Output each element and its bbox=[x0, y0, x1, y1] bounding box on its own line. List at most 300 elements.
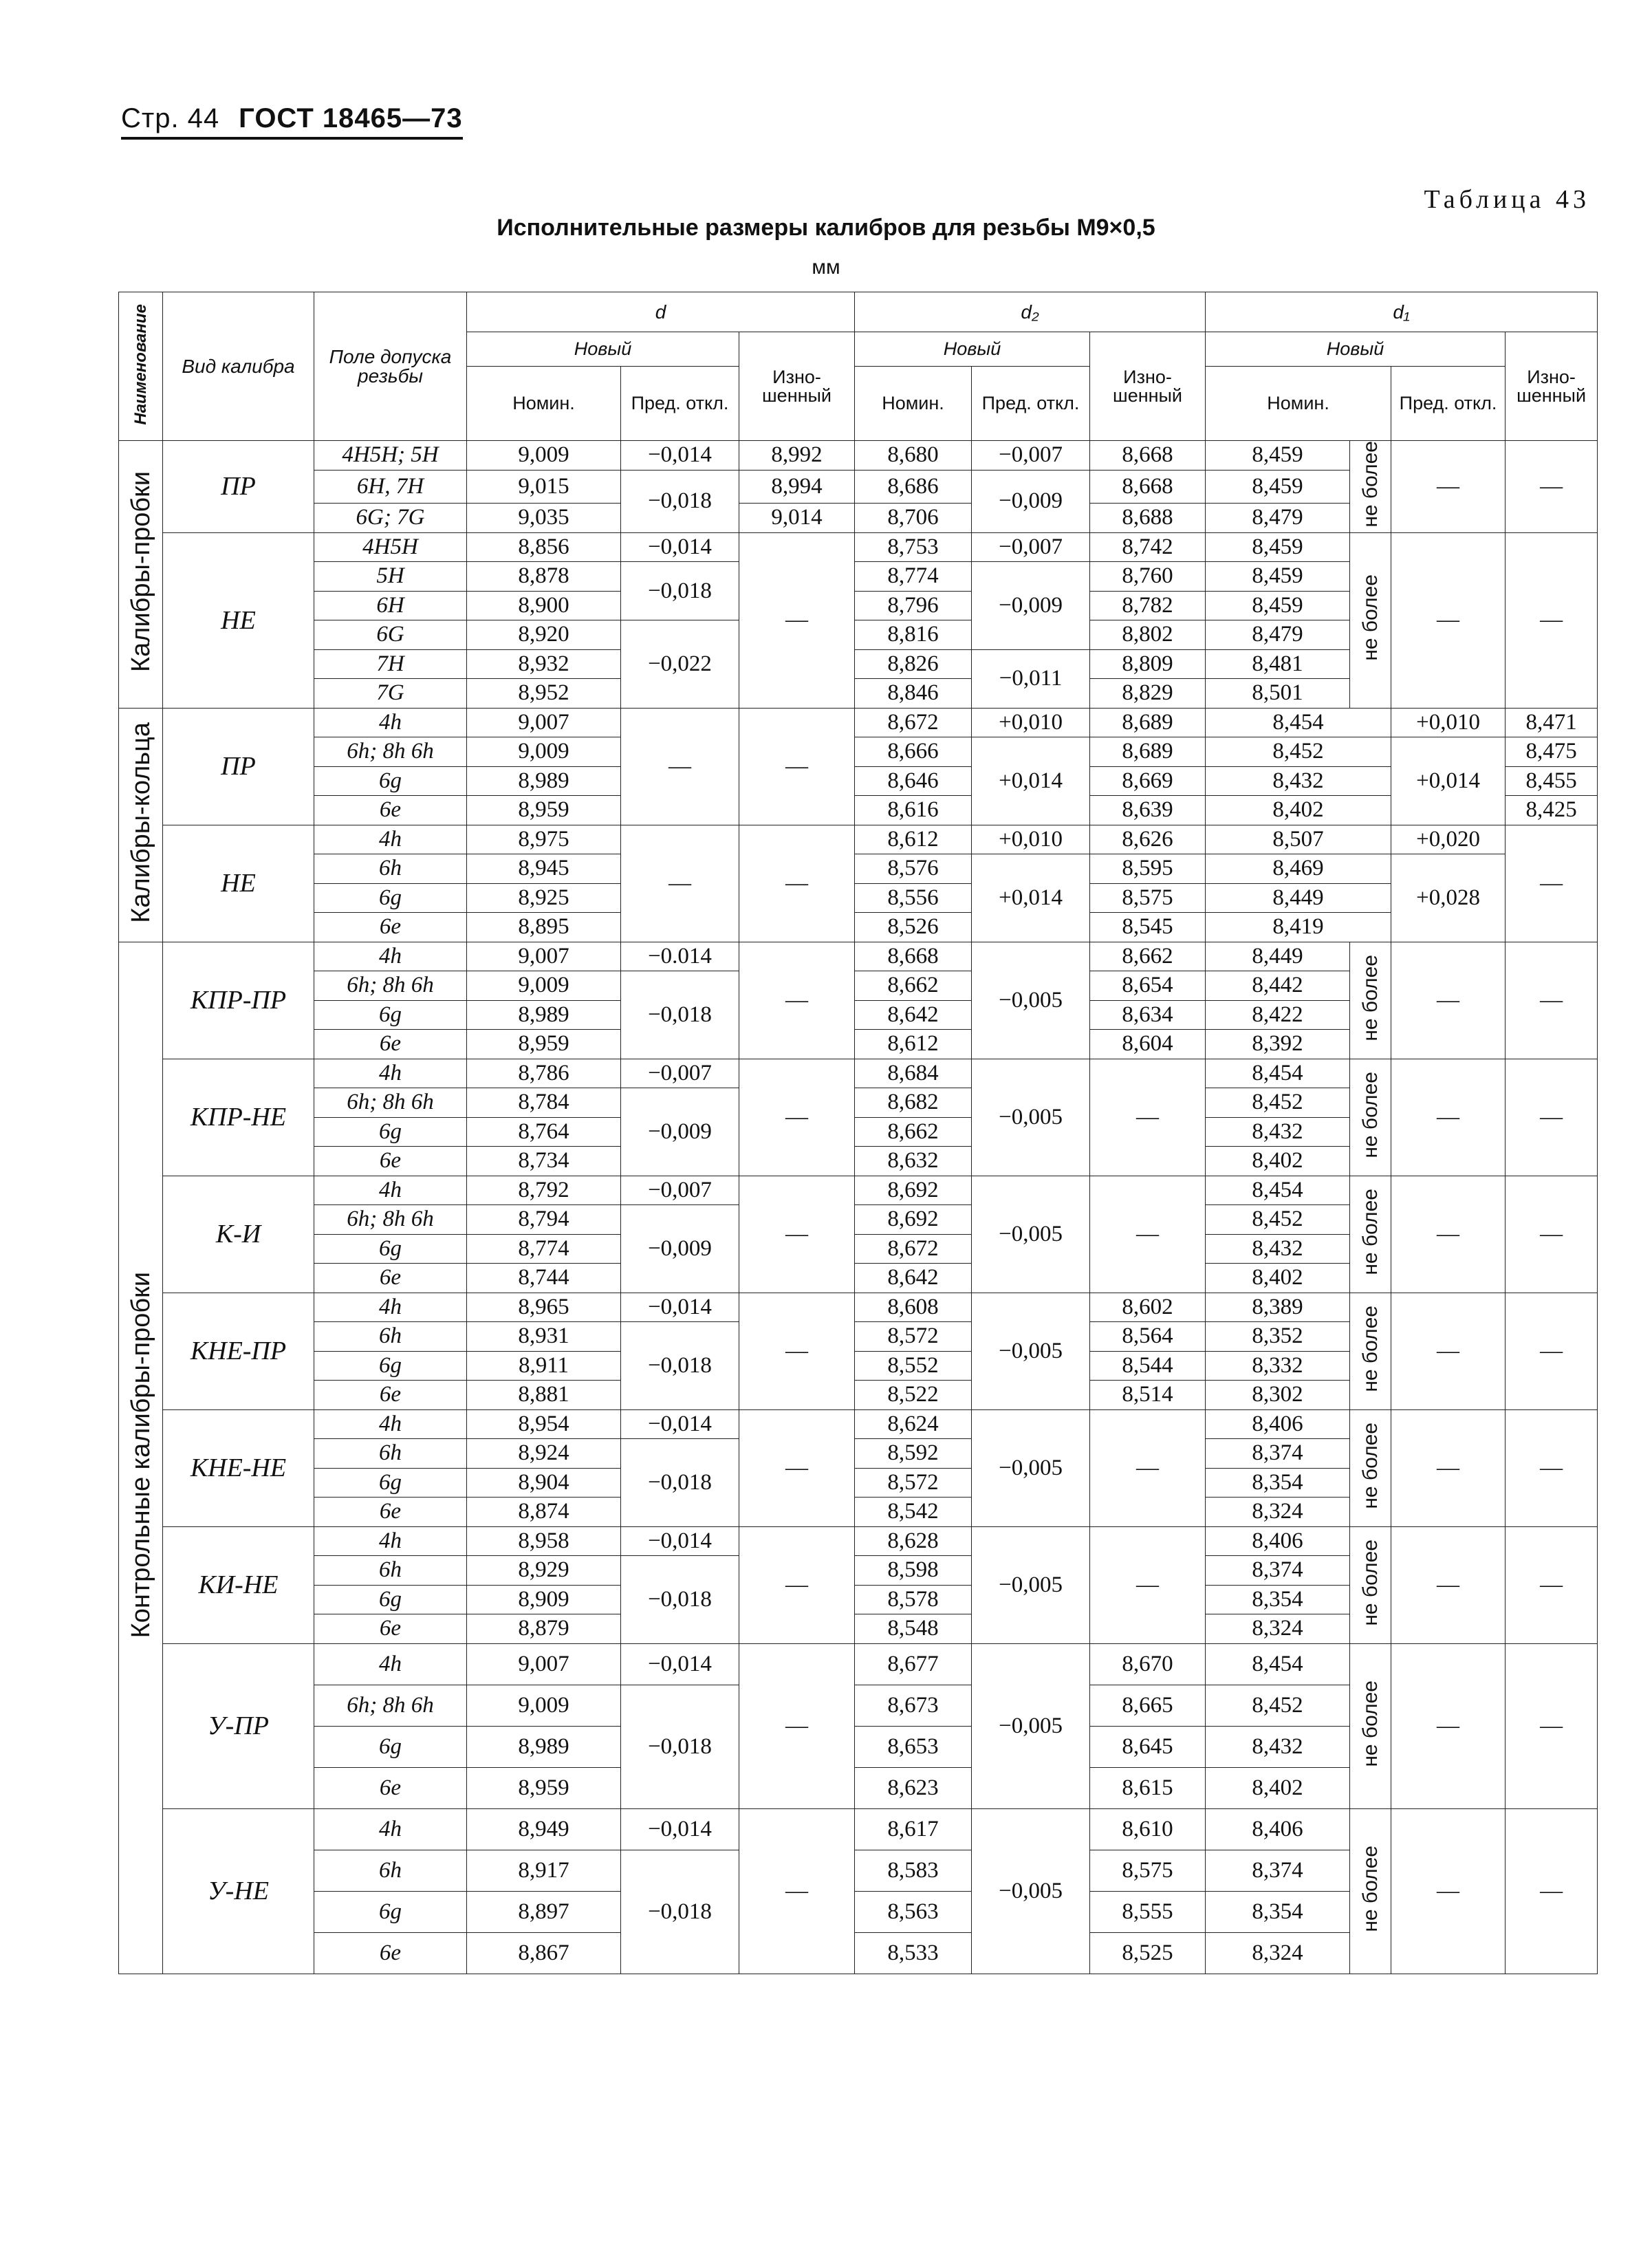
d2-worn: 8,689 bbox=[1090, 708, 1206, 737]
d2-nominal: 8,624 bbox=[855, 1409, 972, 1439]
d-nominal: 9,035 bbox=[467, 504, 621, 533]
table-row bbox=[119, 441, 1598, 471]
d-nominal: 8,734 bbox=[467, 1147, 621, 1176]
gauge-kind: КНЕ-ПР bbox=[163, 1293, 314, 1409]
tolerance-field: 6e bbox=[314, 796, 467, 825]
d-nominal: 8,959 bbox=[467, 796, 621, 825]
standard-code: ГОСТ 18465—73 bbox=[239, 103, 463, 133]
tolerance-field: 6g bbox=[314, 766, 467, 796]
d2-nominal: 8,598 bbox=[855, 1556, 972, 1586]
d-deviation: −0,014 bbox=[621, 1409, 739, 1439]
d2-nominal: 8,612 bbox=[855, 825, 972, 854]
d2-worn: 8,602 bbox=[1090, 1293, 1206, 1322]
tolerance-field: 6h; 8h 6h bbox=[314, 1205, 467, 1235]
d1-nominal: 8,402 bbox=[1206, 1767, 1350, 1808]
d2-worn: 8,669 bbox=[1090, 766, 1206, 796]
d2-worn: 8,782 bbox=[1090, 591, 1206, 620]
d2-deviation: −0,005 bbox=[972, 1176, 1090, 1293]
d2-header: d₂ bbox=[855, 292, 1206, 332]
d2-worn: — bbox=[1090, 1409, 1206, 1526]
d2-deviation: −0,005 bbox=[972, 1808, 1090, 1974]
note-text: не более bbox=[1358, 441, 1382, 528]
d2-worn: 8,829 bbox=[1090, 679, 1206, 709]
d1-limit-note bbox=[1350, 1059, 1391, 1176]
d-deviation: −0,018 bbox=[621, 971, 739, 1059]
d-nominal: 8,975 bbox=[467, 825, 621, 854]
d-nominal: 8,867 bbox=[467, 1932, 621, 1974]
d-nominal: 8,764 bbox=[467, 1117, 621, 1147]
d2-worn-header: Изно-шенный bbox=[1090, 332, 1206, 441]
d2-worn: 8,610 bbox=[1090, 1808, 1206, 1850]
d2-nominal: 8,662 bbox=[855, 1117, 972, 1147]
tolerance-field: 4h bbox=[314, 1293, 467, 1322]
d2-worn: 8,514 bbox=[1090, 1381, 1206, 1410]
table-number: Таблица 43 bbox=[1424, 185, 1590, 214]
d-nominal: 8,881 bbox=[467, 1381, 621, 1410]
table-row bbox=[119, 1643, 1598, 1685]
d2-nominal: 8,623 bbox=[855, 1767, 972, 1808]
d-worn: 9,014 bbox=[739, 504, 855, 533]
d1-worn: 8,471 bbox=[1506, 708, 1598, 737]
d2-worn: 8,544 bbox=[1090, 1351, 1206, 1381]
d1-deviation: — bbox=[1391, 1526, 1506, 1643]
d-worn: — bbox=[739, 825, 855, 942]
d-header: d bbox=[467, 292, 855, 332]
d2-nominal: 8,682 bbox=[855, 1088, 972, 1118]
d-nominal: 9,009 bbox=[467, 971, 621, 1001]
d1-nominal: 8,406 bbox=[1206, 1409, 1350, 1439]
d2-nominal: 8,753 bbox=[855, 532, 972, 562]
d2-worn: 8,564 bbox=[1090, 1322, 1206, 1352]
d1-deviation: +0,010 bbox=[1391, 708, 1506, 737]
gauge-kind: КИ-НЕ bbox=[163, 1526, 314, 1643]
note-text: не более bbox=[1358, 1071, 1382, 1158]
tolerance-field: 4H5H bbox=[314, 532, 467, 562]
table-row bbox=[119, 708, 1598, 737]
d2-worn: 8,545 bbox=[1090, 913, 1206, 942]
table-row bbox=[119, 825, 1598, 854]
table-row bbox=[119, 766, 1598, 796]
d2-worn: 8,615 bbox=[1090, 1767, 1206, 1808]
d1-nominal: 8,324 bbox=[1206, 1614, 1350, 1644]
d2-worn: 8,689 bbox=[1090, 737, 1206, 767]
d-nominal: 8,931 bbox=[467, 1322, 621, 1352]
d-nominal: 8,879 bbox=[467, 1614, 621, 1644]
d1-nominal: 8,419 bbox=[1206, 913, 1391, 942]
d1-deviation: +0,014 bbox=[1391, 737, 1506, 825]
d1-nominal: 8,392 bbox=[1206, 1030, 1350, 1059]
d-nominal: 8,965 bbox=[467, 1293, 621, 1322]
d2-nominal: 8,668 bbox=[855, 942, 972, 971]
d2-nominal: 8,672 bbox=[855, 1234, 972, 1264]
tolerance-field: 6e bbox=[314, 1614, 467, 1644]
table-row bbox=[119, 796, 1598, 825]
d2-nominal: 8,642 bbox=[855, 1000, 972, 1030]
d2-deviation: +0,014 bbox=[972, 737, 1090, 825]
d-nominal: 8,989 bbox=[467, 1726, 621, 1767]
d2-worn: 8,654 bbox=[1090, 971, 1206, 1001]
gauge-kind: К-И bbox=[163, 1176, 314, 1293]
d1-deviation: — bbox=[1391, 1059, 1506, 1176]
d-deviation: −0.014 bbox=[621, 942, 739, 971]
d-nominal: 9,007 bbox=[467, 942, 621, 971]
d-nominal: 9,009 bbox=[467, 1685, 621, 1726]
tolerance-field: 6e bbox=[314, 1767, 467, 1808]
tolerance-field: 6h; 8h 6h bbox=[314, 1088, 467, 1118]
d-nominal: 9,009 bbox=[467, 737, 621, 767]
d1-nominal: 8,459 bbox=[1206, 470, 1350, 504]
d-nominal: 8,932 bbox=[467, 649, 621, 679]
tolerance-field: 6e bbox=[314, 1147, 467, 1176]
tolerance-field: 4h bbox=[314, 1409, 467, 1439]
d2-worn: 8,575 bbox=[1090, 883, 1206, 913]
d2-nominal: 8,612 bbox=[855, 1030, 972, 1059]
d1-nominal-header: Номин. bbox=[1206, 367, 1391, 441]
d2-nominal: 8,677 bbox=[855, 1643, 972, 1685]
table-row bbox=[119, 1293, 1598, 1322]
d1-worn: — bbox=[1506, 942, 1598, 1059]
d2-worn: 8,645 bbox=[1090, 1726, 1206, 1767]
d1-deviation: — bbox=[1391, 942, 1506, 1059]
d2-deviation: −0,005 bbox=[972, 1526, 1090, 1643]
d1-new-header: Новый bbox=[1206, 332, 1506, 367]
d-worn: 8,994 bbox=[739, 470, 855, 504]
d2-nominal: 8,826 bbox=[855, 649, 972, 679]
d2-worn: 8,575 bbox=[1090, 1850, 1206, 1891]
tolerance-field: 7G bbox=[314, 679, 467, 709]
d-deviation: −0,014 bbox=[621, 1643, 739, 1685]
d2-worn: 8,604 bbox=[1090, 1030, 1206, 1059]
group-name: Калибры-пробки bbox=[126, 471, 155, 673]
d2-worn: 8,662 bbox=[1090, 942, 1206, 971]
d1-limit-note bbox=[1350, 441, 1391, 533]
d1-nominal: 8,449 bbox=[1206, 942, 1350, 971]
d1-nominal: 8,452 bbox=[1206, 1088, 1350, 1118]
d2-deviation: +0,014 bbox=[972, 854, 1090, 942]
page-header bbox=[121, 103, 463, 140]
d2-deviation: −0,009 bbox=[972, 470, 1090, 532]
d2-worn: 8,809 bbox=[1090, 649, 1206, 679]
d2-nominal: 8,846 bbox=[855, 679, 972, 709]
d2-deviation: −0,005 bbox=[972, 942, 1090, 1059]
d-nominal: 8,929 bbox=[467, 1556, 621, 1586]
d2-nominal: 8,672 bbox=[855, 708, 972, 737]
d1-nominal: 8,432 bbox=[1206, 1234, 1350, 1264]
d-nominal: 8,989 bbox=[467, 766, 621, 796]
d-deviation: −0,009 bbox=[621, 1088, 739, 1176]
d2-worn: 8,555 bbox=[1090, 1891, 1206, 1932]
d2-nominal: 8,662 bbox=[855, 971, 972, 1001]
d2-nominal-header: Номин. bbox=[855, 367, 972, 441]
d1-deviation: — bbox=[1391, 1293, 1506, 1409]
d-nominal: 8,895 bbox=[467, 913, 621, 942]
d1-deviation: +0,028 bbox=[1391, 854, 1506, 942]
d1-nominal: 8,332 bbox=[1206, 1351, 1350, 1381]
tolerance-field: 6e bbox=[314, 1381, 467, 1410]
d1-worn: 8,425 bbox=[1506, 796, 1598, 825]
d2-nominal: 8,632 bbox=[855, 1147, 972, 1176]
tolerance-field: 6h; 8h 6h bbox=[314, 737, 467, 767]
d-deviation: −0,018 bbox=[621, 1850, 739, 1974]
d-nominal: 8,958 bbox=[467, 1526, 621, 1556]
d1-nominal: 8,402 bbox=[1206, 1264, 1350, 1293]
d-deviation: −0,014 bbox=[621, 441, 739, 471]
d2-worn: — bbox=[1090, 1059, 1206, 1176]
tolerance-field-header: Поле допуска резьбы bbox=[314, 292, 467, 441]
d1-nominal: 8,324 bbox=[1206, 1498, 1350, 1527]
table-row bbox=[119, 1409, 1598, 1439]
d1-worn: 8,455 bbox=[1506, 766, 1598, 796]
note-text: не более bbox=[1358, 1305, 1382, 1392]
tolerance-field: 4H5H; 5H bbox=[314, 441, 467, 471]
d1-worn: — bbox=[1506, 1808, 1598, 1974]
d-deviation: −0,014 bbox=[621, 1293, 739, 1322]
d-deviation: −0,018 bbox=[621, 1439, 739, 1527]
d2-nominal: 8,608 bbox=[855, 1293, 972, 1322]
d2-nominal: 8,572 bbox=[855, 1468, 972, 1498]
gauge-dimensions-table bbox=[118, 292, 1598, 1974]
d1-nominal: 8,452 bbox=[1206, 1205, 1350, 1235]
d-nominal: 8,959 bbox=[467, 1767, 621, 1808]
d2-deviation: −0,005 bbox=[972, 1643, 1090, 1808]
d2-nominal: 8,628 bbox=[855, 1526, 972, 1556]
d1-worn: — bbox=[1506, 1059, 1598, 1176]
d2-worn: — bbox=[1090, 1176, 1206, 1293]
tolerance-field: 6G bbox=[314, 620, 467, 650]
d2-worn: 8,760 bbox=[1090, 562, 1206, 592]
d-deviation: −0,014 bbox=[621, 1526, 739, 1556]
d-worn: — bbox=[739, 1059, 855, 1176]
d1-header: d₁ bbox=[1206, 292, 1598, 332]
d1-nominal: 8,442 bbox=[1206, 971, 1350, 1001]
d2-worn: 8,639 bbox=[1090, 796, 1206, 825]
d2-deviation: −0,005 bbox=[972, 1059, 1090, 1176]
name-column-header: Наименование bbox=[119, 292, 163, 441]
d-worn: — bbox=[739, 532, 855, 708]
d-deviation: −0,007 bbox=[621, 1059, 739, 1088]
d2-deviation: +0,010 bbox=[972, 825, 1090, 854]
tolerance-field: 6G; 7G bbox=[314, 504, 467, 533]
gauge-kind: КНЕ-НЕ bbox=[163, 1409, 314, 1526]
d2-new-header: Новый bbox=[855, 332, 1090, 367]
d1-deviation: — bbox=[1391, 1409, 1506, 1526]
d1-worn: — bbox=[1506, 441, 1598, 533]
d-worn: — bbox=[739, 1409, 855, 1526]
group-label bbox=[119, 441, 163, 709]
d2-nominal: 8,572 bbox=[855, 1322, 972, 1352]
d-nominal: 8,900 bbox=[467, 591, 621, 620]
d1-nominal: 8,432 bbox=[1206, 1117, 1350, 1147]
d1-nominal: 8,459 bbox=[1206, 591, 1350, 620]
d1-worn: — bbox=[1506, 1293, 1598, 1409]
tolerance-field: 6g bbox=[314, 1726, 467, 1767]
d2-deviation-header: Пред. откл. bbox=[972, 367, 1090, 441]
tolerance-field: 6e bbox=[314, 1264, 467, 1293]
d2-nominal: 8,592 bbox=[855, 1439, 972, 1469]
tolerance-field: 6e bbox=[314, 913, 467, 942]
d1-worn: 8,475 bbox=[1506, 737, 1598, 767]
d-nominal: 8,909 bbox=[467, 1585, 621, 1614]
tolerance-field: 6h; 8h 6h bbox=[314, 971, 467, 1001]
d1-nominal: 8,402 bbox=[1206, 796, 1391, 825]
gauge-kind: У-ПР bbox=[163, 1643, 314, 1808]
d-deviation: −0,018 bbox=[621, 470, 739, 532]
d1-nominal: 8,454 bbox=[1206, 1059, 1350, 1088]
d2-nominal: 8,522 bbox=[855, 1381, 972, 1410]
d1-limit-note bbox=[1350, 1176, 1391, 1293]
tolerance-field: 6H bbox=[314, 591, 467, 620]
table-row bbox=[119, 913, 1598, 942]
d-nominal: 8,874 bbox=[467, 1498, 621, 1527]
d-new-header: Новый bbox=[467, 332, 739, 367]
d2-nominal: 8,548 bbox=[855, 1614, 972, 1644]
d-deviation-header: Пред. откл. bbox=[621, 367, 739, 441]
d1-nominal: 8,406 bbox=[1206, 1526, 1350, 1556]
tolerance-field: 4h bbox=[314, 942, 467, 971]
d2-deviation: −0,011 bbox=[972, 649, 1090, 708]
d-nominal: 8,878 bbox=[467, 562, 621, 592]
d1-limit-note bbox=[1350, 1643, 1391, 1808]
table-row bbox=[119, 532, 1598, 562]
d2-deviation: −0,009 bbox=[972, 562, 1090, 650]
table-row bbox=[119, 942, 1598, 971]
d1-nominal: 8,354 bbox=[1206, 1891, 1350, 1932]
d1-nominal: 8,507 bbox=[1206, 825, 1391, 854]
d-deviation: −0,009 bbox=[621, 1205, 739, 1293]
d-nominal: 8,925 bbox=[467, 883, 621, 913]
tolerance-field: 4h bbox=[314, 1059, 467, 1088]
d1-nominal: 8,449 bbox=[1206, 883, 1391, 913]
note-text: не более bbox=[1358, 1845, 1382, 1932]
d1-limit-note bbox=[1350, 942, 1391, 1059]
gauge-kind: КПР-ПР bbox=[163, 942, 314, 1059]
d2-nominal: 8,692 bbox=[855, 1176, 972, 1205]
d1-worn: — bbox=[1506, 1643, 1598, 1808]
d-nominal: 8,897 bbox=[467, 1891, 621, 1932]
group-label bbox=[119, 942, 163, 1974]
tolerance-field: 5H bbox=[314, 562, 467, 592]
d2-nominal: 8,526 bbox=[855, 913, 972, 942]
d2-nominal: 8,576 bbox=[855, 854, 972, 884]
d1-worn: — bbox=[1506, 1409, 1598, 1526]
table-body bbox=[119, 441, 1598, 1974]
d1-nominal: 8,454 bbox=[1206, 708, 1391, 737]
d-deviation: — bbox=[621, 708, 739, 825]
d1-nominal: 8,354 bbox=[1206, 1468, 1350, 1498]
d-nominal: 8,945 bbox=[467, 854, 621, 884]
d2-nominal: 8,556 bbox=[855, 883, 972, 913]
d2-nominal: 8,816 bbox=[855, 620, 972, 650]
d-deviation: −0,022 bbox=[621, 620, 739, 709]
d1-nominal: 8,452 bbox=[1206, 737, 1391, 767]
table-title: Исполнительные размеры калибров для резьбы М9×0,5 bbox=[497, 215, 1155, 241]
tolerance-field: 4h bbox=[314, 825, 467, 854]
tolerance-field: 6h bbox=[314, 1850, 467, 1891]
d2-nominal: 8,692 bbox=[855, 1205, 972, 1235]
d1-nominal: 8,459 bbox=[1206, 441, 1350, 471]
d2-nominal: 8,653 bbox=[855, 1726, 972, 1767]
tolerance-field: 6g bbox=[314, 1891, 467, 1932]
d2-deviation: −0,005 bbox=[972, 1409, 1090, 1526]
unit-label: мм bbox=[812, 256, 840, 279]
d1-nominal: 8,459 bbox=[1206, 562, 1350, 592]
d1-deviation: — bbox=[1391, 1176, 1506, 1293]
d1-nominal: 8,452 bbox=[1206, 1685, 1350, 1726]
tolerance-field: 4h bbox=[314, 1526, 467, 1556]
d-worn: — bbox=[739, 1643, 855, 1808]
d1-nominal: 8,479 bbox=[1206, 504, 1350, 533]
note-text: не более bbox=[1358, 1680, 1382, 1767]
d2-worn: 8,742 bbox=[1090, 532, 1206, 562]
d-nominal: 9,015 bbox=[467, 470, 621, 504]
tolerance-field: 6e bbox=[314, 1932, 467, 1974]
d1-nominal: 8,479 bbox=[1206, 620, 1350, 650]
group-label bbox=[119, 708, 163, 942]
d-nominal: 8,920 bbox=[467, 620, 621, 650]
gauge-kind: ПР bbox=[163, 708, 314, 825]
table-row bbox=[119, 854, 1598, 884]
d-nominal: 8,911 bbox=[467, 1351, 621, 1381]
d1-worn: — bbox=[1506, 532, 1598, 708]
tolerance-field: 6e bbox=[314, 1030, 467, 1059]
d-worn: — bbox=[739, 708, 855, 825]
tolerance-field: 6H, 7H bbox=[314, 470, 467, 504]
d2-worn: 8,665 bbox=[1090, 1685, 1206, 1726]
d2-worn: — bbox=[1090, 1526, 1206, 1643]
d1-nominal: 8,374 bbox=[1206, 1439, 1350, 1469]
tolerance-field: 6h; 8h 6h bbox=[314, 1685, 467, 1726]
table-row bbox=[119, 1176, 1598, 1205]
d-worn: — bbox=[739, 1808, 855, 1974]
d2-nominal: 8,706 bbox=[855, 504, 972, 533]
d1-nominal: 8,354 bbox=[1206, 1585, 1350, 1614]
d-nominal-header: Номин. bbox=[467, 367, 621, 441]
d1-nominal: 8,389 bbox=[1206, 1293, 1350, 1322]
tolerance-field: 6g bbox=[314, 1117, 467, 1147]
note-text: не более bbox=[1358, 1188, 1382, 1275]
d-nominal: 9,007 bbox=[467, 708, 621, 737]
gauge-kind: КПР-НЕ bbox=[163, 1059, 314, 1176]
tolerance-field: 4h bbox=[314, 1643, 467, 1685]
tolerance-field: 6h bbox=[314, 1439, 467, 1469]
d2-worn: 8,668 bbox=[1090, 441, 1206, 471]
d1-nominal: 8,459 bbox=[1206, 532, 1350, 562]
d1-nominal: 8,454 bbox=[1206, 1643, 1350, 1685]
d-deviation: −0,018 bbox=[621, 1322, 739, 1410]
d-deviation: −0,014 bbox=[621, 1808, 739, 1850]
d2-worn: 8,668 bbox=[1090, 470, 1206, 504]
d-nominal: 8,917 bbox=[467, 1850, 621, 1891]
d-nominal: 9,009 bbox=[467, 441, 621, 471]
table-row bbox=[119, 1526, 1598, 1556]
d-nominal: 8,794 bbox=[467, 1205, 621, 1235]
d2-nominal: 8,684 bbox=[855, 1059, 972, 1088]
d1-nominal: 8,481 bbox=[1206, 649, 1350, 679]
d1-nominal: 8,432 bbox=[1206, 766, 1391, 796]
d-nominal: 8,792 bbox=[467, 1176, 621, 1205]
tolerance-field: 4h bbox=[314, 1808, 467, 1850]
tolerance-field: 7H bbox=[314, 649, 467, 679]
tolerance-field: 6g bbox=[314, 1234, 467, 1264]
tolerance-field: 6h bbox=[314, 1322, 467, 1352]
d1-limit-note bbox=[1350, 1409, 1391, 1526]
d2-nominal: 8,533 bbox=[855, 1932, 972, 1974]
tolerance-field: 4h bbox=[314, 708, 467, 737]
d1-deviation: — bbox=[1391, 532, 1506, 708]
d2-nominal: 8,646 bbox=[855, 766, 972, 796]
tolerance-field: 6g bbox=[314, 1351, 467, 1381]
d-nominal: 8,989 bbox=[467, 1000, 621, 1030]
